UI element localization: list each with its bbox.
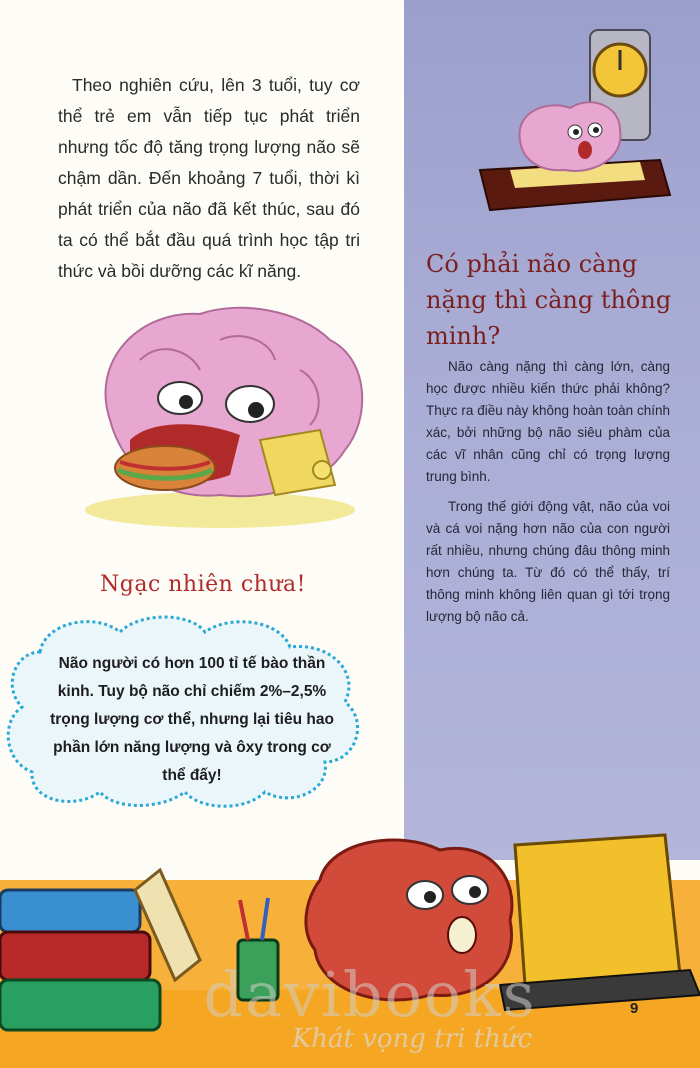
answer-paragraph-2: Trong thế giới động vật, não của voi và cá voi nặng hơn não của con người rất nhiều, nhưng chúng đâu thông minh hơn chúng ta. Từ đó có thể thấy, trí thông minh không liên quan gì tới trọng lượng bộ não cả. [426, 499, 670, 624]
right-eye [226, 386, 274, 422]
answer-text [426, 356, 670, 636]
left-eye [158, 382, 202, 414]
question-heading: Có phải não càng nặng thì càng thông minh? [426, 250, 672, 350]
surprise-heading: Ngạc nhiên chưa! [100, 572, 306, 597]
brain-eating-sandwich-illustration [70, 300, 390, 540]
plate-shadow [85, 492, 355, 528]
book-blue [0, 890, 140, 932]
watermark-logo: davibooks [203, 958, 537, 1031]
answer-paragraph-1: Não càng nặng thì càng lớn, càng học được nhiều kiến thức phải không? Thực ra điều này không hoàn toàn chính xác, bởi những bộ não siêu phàm của các vĩ nhân cũng chỉ có trọng lượng trung bình. [426, 359, 670, 484]
book-green [0, 980, 160, 1030]
brain-on-scale-illustration [470, 20, 700, 220]
surprise-fact-text: Não người có hơn 100 tỉ tế bào thần kinh. Tuy bộ não chỉ chiếm 2%–2,5% trọng lượng cơ thể, nhưng lại tiêu hao phần lớn năng lượng và ôxy trong cơ thể đấy! [50, 655, 334, 784]
intro-paragraph: Theo nghiên cứu, lên 3 tuổi, tuy cơ thể trẻ em vẫn tiếp tục phát triển nhưng tốc độ tăng trọng lượng não sẽ chậm dần. Đến khoảng 7 tuổi, thời kì phát triển của não đã kết thúc, sau đó ta có thể bắt đầu quá trình học tập tri thức và bồi dưỡng các kĩ năng. [58, 75, 360, 281]
page-number: 9 [630, 1000, 639, 1017]
watermark-slogan: Khát vọng tri thức [291, 1024, 533, 1054]
book-red [0, 932, 150, 980]
